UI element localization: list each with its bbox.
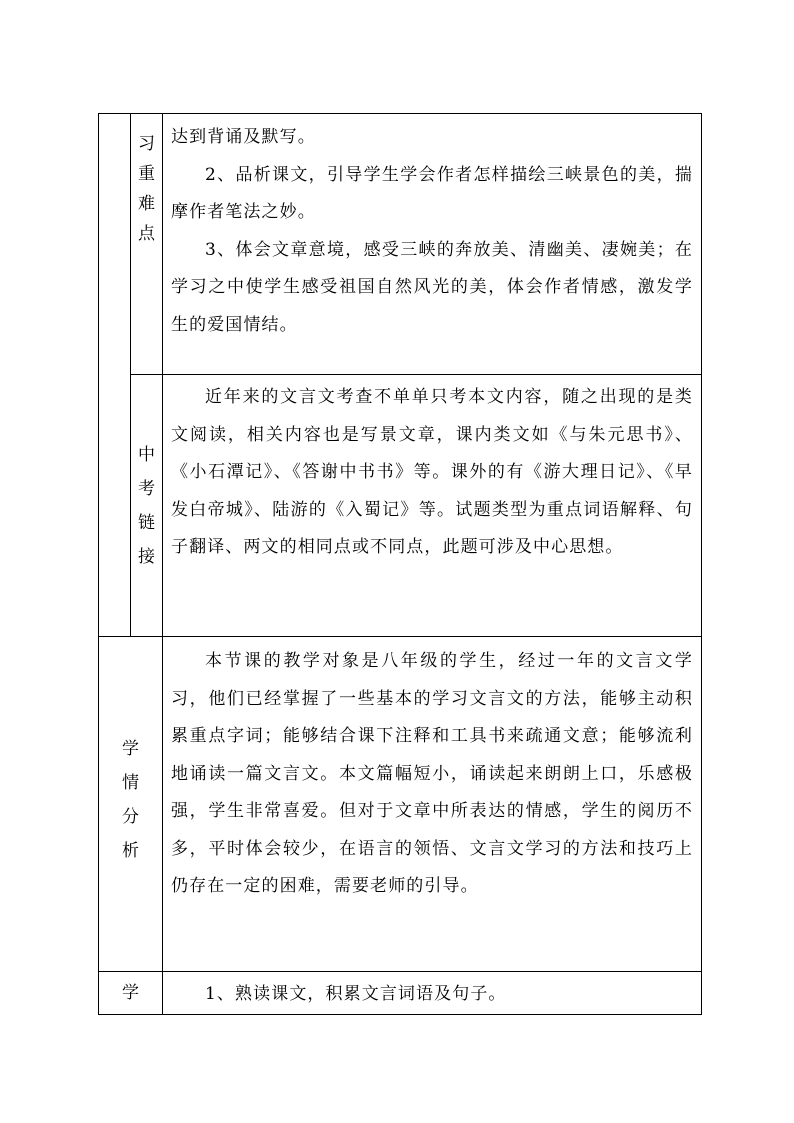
label-char: 考	[138, 479, 155, 499]
label-char: 接	[138, 547, 155, 567]
label-char: 分	[122, 807, 139, 827]
row-label-learning-goals	[99, 972, 163, 1015]
row-label-student-analysis	[99, 637, 163, 972]
label-char: 习	[138, 134, 155, 154]
label-char: 中	[138, 445, 155, 465]
row-student-analysis	[99, 637, 702, 972]
row-exam-link	[99, 375, 702, 637]
row-label-key-points	[131, 114, 163, 375]
paragraph: 近年来的文言文考查不单单只考本文内容，随之出现的是类文阅读，相关内容也是写景文章，课内类文如《与朱元思书》、《小石潭记》、《答谢中书书》等。课外的有《游大理日记》、《早发白帝城》、陆游的《入蜀记》等。试题类型为重点词语解释、句子翻译、两文的相同点或不同点，此题可涉及中心思想。	[171, 387, 693, 557]
label-char: 情	[122, 773, 139, 793]
paragraph: 1、熟读课文，积累文言词语及句子。	[205, 984, 507, 1004]
key-points-content	[163, 114, 702, 375]
row-key-difficult-points	[99, 114, 702, 375]
label-char: 析	[122, 841, 139, 861]
label-char: 难	[138, 194, 155, 214]
paragraph: 2、品析课文，引导学生学会作者怎样描绘三峡景色的美，揣摩作者笔法之妙。	[171, 164, 693, 222]
exam-link-content	[163, 375, 702, 637]
row-learning-goals	[99, 972, 702, 1015]
label-char: 学	[122, 983, 139, 1003]
label-char: 重	[138, 164, 155, 184]
learning-goals-content	[163, 972, 702, 1015]
label-char: 学	[122, 739, 139, 759]
student-analysis-content	[163, 637, 702, 972]
lesson-plan-table	[98, 113, 702, 1015]
outer-blank-cell	[99, 114, 131, 637]
paragraph: 达到背诵及默写。	[171, 127, 316, 147]
row-label-exam-link	[131, 375, 163, 637]
label-char: 点	[138, 224, 155, 244]
paragraph: 本节课的教学对象是八年级的学生，经过一年的文言文学习，他们已经掌握了一些基本的学习文言文的方法，能够主动积累重点字词；能够结合课下注释和工具书来疏通文意；能够流利地诵读一篇文言文。本文篇幅短小，诵读起来朗朗上口，乐感极强，学生非常喜爱。但对于文章中所表达的情感，学生的阅历不多，平时体会较少，在语言的领悟、文言文学习的方法和技巧上仍存在一定的困难，需要老师的引导。	[171, 651, 693, 896]
paragraph: 3、体会文章意境，感受三峡的奔放美、清幽美、凄婉美；在学习之中使学生感受祖国自然风光的美，体会作者情感，激发学生的爱国情结。	[171, 239, 693, 335]
label-char: 链	[138, 513, 155, 533]
